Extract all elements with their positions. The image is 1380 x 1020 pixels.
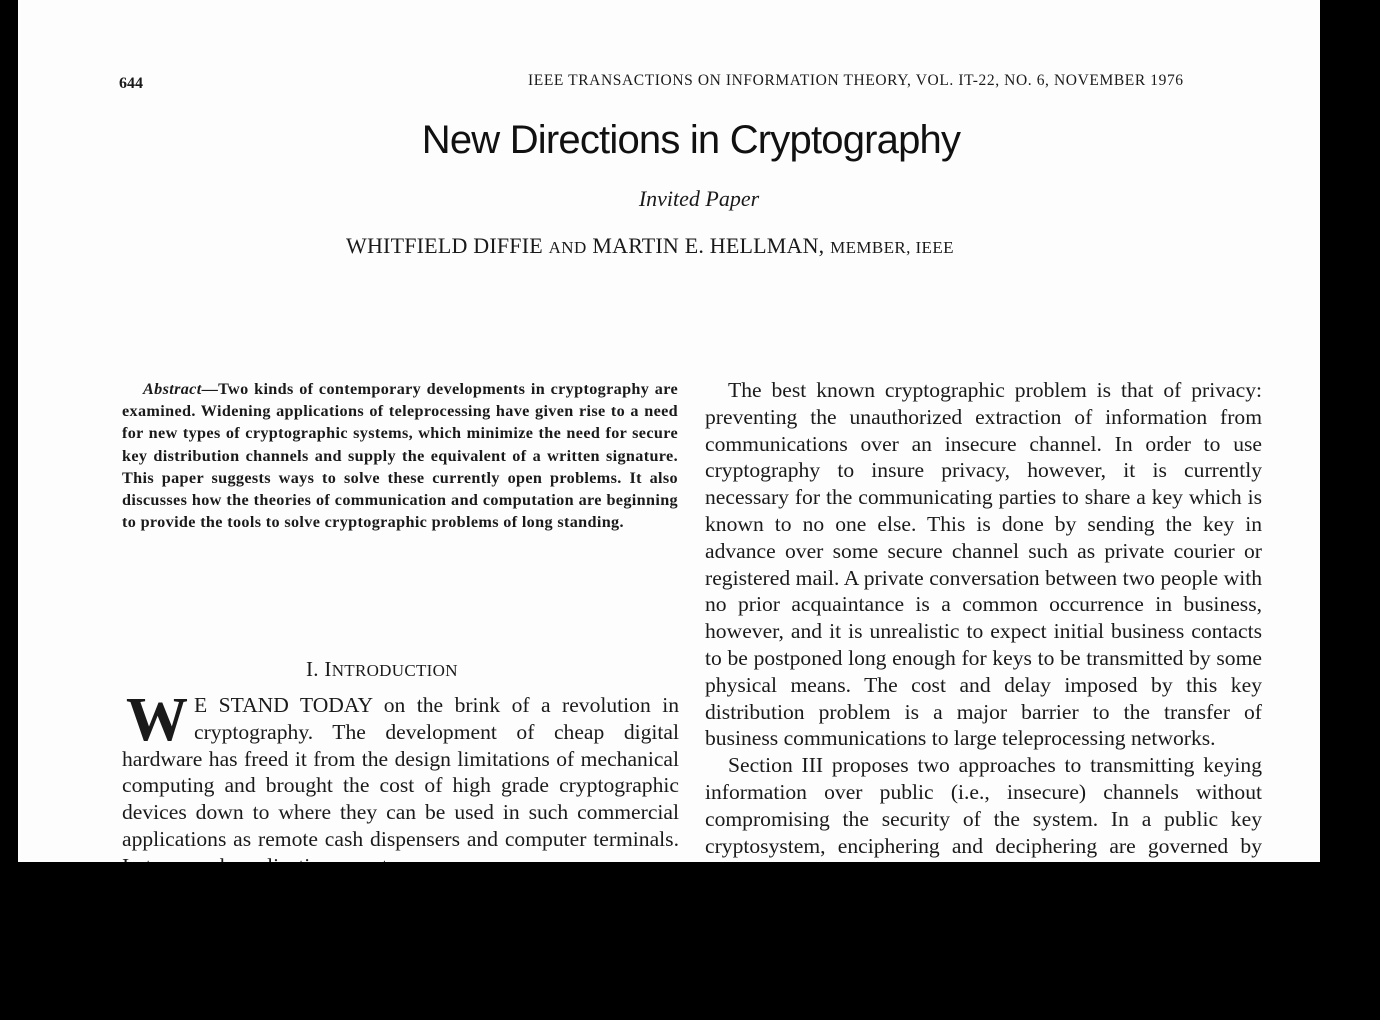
viewer-bottom-bar (0, 862, 1334, 1020)
author-diffie: WHITFIELD DIFFIE (346, 233, 543, 258)
section-heading (306, 657, 458, 682)
section-number: I. (306, 657, 319, 681)
intro-lead-in: E STAND TODAY (194, 693, 373, 717)
author-hellman: MARTIN E. HELLMAN, (592, 233, 825, 258)
author-line (346, 233, 954, 259)
privacy-paragraph: The best known cryptographic problem is that of privacy: preventing the unauthorized extraction of information from communications over an insecure channel. In order to use cryptography to insure privacy, however, it is currently necessary for the communicating parties to share a key which is known to no one else. This is done by sending the key in advance over some secure channel such as private courier or registered mail. A private conversation between two people with no prior acquaintance is a common occurrence in business, however, and it is unrealistic to expect initial business contacts to be postponed long enough for keys to be transmitted by some physical means. The cost and delay imposed by this key distribution problem is a major barrier to the transfer of business communications to large teleprocessing networks. (705, 378, 1262, 751)
section-title-initial: I (324, 657, 332, 681)
author-affiliation: MEMBER, IEEE (830, 238, 954, 257)
paper-subtitle: Invited Paper (638, 186, 760, 211)
intro-text: on the brink of a revolution in cryptography. The development of cheap digital hardware has freed it from the design limitations of mechanical computing and brought the cost of high grade cryptographic devices down to where they can be used in such commercial applications as remote cash dispensers and computer terminals. (122, 693, 679, 851)
author-conjunction: AND (548, 238, 587, 257)
abstract-text: —Two kinds of contemporary developments in cryptography are examined. Widening applications of teleprocessing have given rise to a need for new types of cryptographic systems, which minimize the need for secure key distribution channels and supply the equivalent of a written signature. This paper suggests ways to solve these currently open problems. It also discusses how the theories of communication and computation are beginning to provide the tools to solve cryptographic problems of long standing. (122, 380, 678, 532)
right-column (705, 377, 1262, 886)
section-iii-paragraph: Section III proposes two approaches to transmitting keying information over public (i.e., insecure) channels without compromising the security of the system. In a public key cryptosystem, enciphering and deciphering are governed by (705, 753, 1262, 858)
document-page (18, 0, 1320, 862)
abstract-label: Abstract (143, 380, 202, 398)
abstract (122, 378, 678, 533)
paper-title: New Directions in Cryptography (421, 118, 961, 162)
drop-cap: W (126, 686, 188, 754)
section-title-rest: NTRODUCTION (331, 661, 458, 680)
page-number: 644 (119, 75, 143, 92)
running-header: IEEE TRANSACTIONS ON INFORMATION THEORY, VOL. IT-22, NO. 6, NOVEMBER 1976 (528, 72, 1184, 89)
introduction-body (122, 686, 679, 880)
